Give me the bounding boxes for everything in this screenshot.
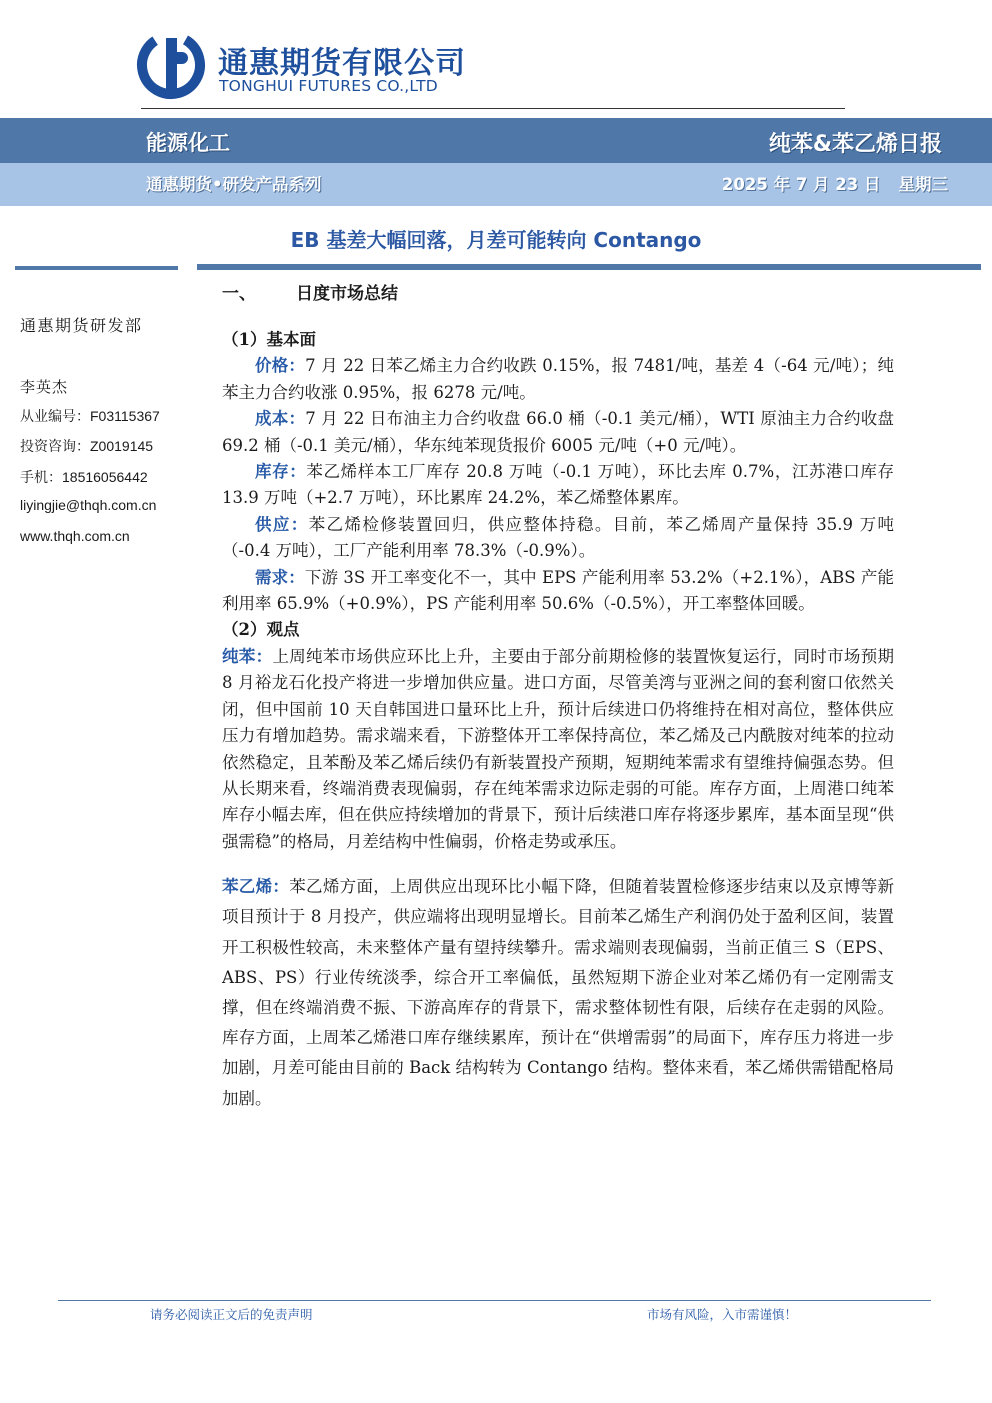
sector-title: 能源化工 [146, 131, 230, 155]
weekday-text: 星期三 [898, 175, 948, 194]
footer-rule [58, 1300, 931, 1301]
price-paragraph [222, 353, 894, 406]
phone-label: 手机： [20, 470, 62, 486]
views-heading: （2）观点 [222, 620, 300, 640]
inventory-paragraph [222, 459, 894, 512]
license-line [20, 406, 160, 426]
demand-paragraph [222, 565, 894, 618]
inventory-label: 库存： [255, 462, 307, 482]
supply-label: 供应： [255, 514, 309, 534]
website-link[interactable]: www.thqh.com.cn [20, 528, 130, 544]
supply-text: 苯乙烯检修装置回归，供应整体持稳。目前，苯乙烯周产量保持 35.9 万吨（-0.4 万吨），工厂产能利用率 78.3%（-0.9%）。 [222, 514, 894, 561]
report-headline: EB 基差大幅回落，月差可能转向 Contango [290, 228, 702, 252]
advisory-line [20, 436, 153, 456]
header-rule [141, 108, 845, 109]
research-dept: 通惠期货研发部 [20, 316, 143, 335]
report-name: 纯苯&苯乙烯日报 [768, 132, 942, 157]
company-name-en: TONGHUI FUTURES CO.,LTD [219, 77, 438, 95]
cost-label: 成本： [255, 409, 306, 429]
price-label: 价格： [255, 356, 306, 376]
license-label: 从业编号： [20, 409, 90, 425]
cost-paragraph [222, 406, 894, 459]
supply-paragraph [222, 512, 894, 565]
section-number: 一、 [222, 284, 256, 304]
license-number: F03115367 [90, 408, 160, 424]
report-body [222, 327, 894, 1114]
phone-line [20, 467, 148, 487]
fundamentals-heading: （1）基本面 [222, 330, 316, 349]
styrene-text: 苯乙烯方面，上周供应出现环比小幅下降，但随着装置检修逐步结束以及京博等新项目预计于 8 月投产，供应端将出现明显增长。目前苯乙烯生产利润仍处于盈利区间，装置开工积极性较高，未来整体产量有望持续攀升。需求端则表现偏弱，当前正值三 S（EPS、ABS、PS）行业传统淡季，综合开工率偏低，虽然短期下游企业对苯乙烯仍有一定刚需支撑，但在终端消费不振、下游高库存的背景下，需求整体韧性有限，后续存在走弱的风险。库存方面，上周苯乙烯港口库存继续累库，预计在“供增需弱”的局面下，库存压力将进一步加剧，月差可能由目前的 Back 结构转为 Contango 结构。整体来看，苯乙烯供需错配格局加剧。 [222, 877, 895, 1108]
report-date [722, 171, 948, 195]
date-text: 2025 年 7 月 23 日 [721, 175, 881, 194]
series-label: 通惠期货•研发产品系列 [146, 175, 322, 194]
benzene-text: 上周纯苯市场供应环比上升，主要由于部分前期检修的装置恢复运行，同时市场预期 8 月裕龙石化投产将进一步增加供应量。进口方面，尽管美湾与亚洲之间的套利窗口依然关闭，但中国前 10 天自韩国进口量环比上升，预计后续进口仍将维持在相对高位，整体供应压力有增加趋势。需求端来看，下游整体开工率保持高位，苯乙烯及己内酰胺对纯苯的拉动依然稳定，且苯酚及苯乙烯后续仍有新装置投产预期，短期纯苯需求有望维持偏强态势。但从长期来看，终端消费表现偏弱，存在纯苯需求边际走弱的可能。库存方面，上周港口纯苯库存小幅去库，但在供应持续增加的背景下，预计后续港口库存将逐步累库，基本面呈现“供强需稳”的格局，月差结构中性偏弱，价格走势或承压。 [222, 646, 895, 851]
content-rule [197, 264, 981, 270]
section-title [222, 279, 398, 304]
benzene-label: 纯苯： [222, 646, 273, 666]
disclaimer-note: 请务必阅读正文后的免责声明 [150, 1307, 313, 1322]
analyst-name: 李英杰 [20, 378, 69, 396]
email-link[interactable]: liyingjie@thqh.com.cn [20, 497, 157, 513]
benzene-paragraph [222, 644, 894, 855]
demand-text: 下游 3S 开工率变化不一，其中 EPS 产能利用率 53.2%（+2.1%），ABS 产能利用率 65.9%（+0.9%），PS 产能利用率 50.6%（-0.5%），开工率整体回暖。 [222, 567, 895, 614]
company-name-cn: 通惠期货有限公司 [218, 46, 466, 81]
styrene-paragraph [222, 872, 894, 1114]
phone-number: 18516056442 [62, 469, 148, 485]
advisory-number: Z0019145 [90, 438, 154, 454]
risk-note: 市场有风险，入市需谨慎！ [647, 1307, 798, 1322]
advisory-label: 投资咨询： [20, 439, 90, 455]
price-text: 7 月 22 日苯乙烯主力合约收跌 0.15%，报 7481/吨，基差 4（-64 元/吨）；纯苯主力合约收涨 0.95%，报 6278 元/吨。 [222, 356, 894, 402]
demand-label: 需求： [255, 567, 305, 587]
paragraph-spacer [222, 855, 894, 872]
cost-text: 7 月 22 日布油主力合约收盘 66.0 桶（-0.1 美元/桶），WTI 原油主力合约收盘 69.2 桶（-0.1 美元/桶），华东纯苯现货报价 6005 元/吨（+0 元/吨）。 [222, 409, 895, 455]
section-name: 日度市场总结 [296, 284, 398, 304]
styrene-label: 苯乙烯： [222, 877, 290, 897]
company-logo-icon [136, 30, 206, 100]
inventory-text: 苯乙烯样本工厂库存 20.8 万吨（-0.1 万吨），环比去库 0.7%，江苏港口库存 13.9 万吨（+2.7 万吨），环比累库 24.2%，苯乙烯整体累库。 [222, 462, 895, 508]
sidebar-rule [15, 266, 178, 270]
